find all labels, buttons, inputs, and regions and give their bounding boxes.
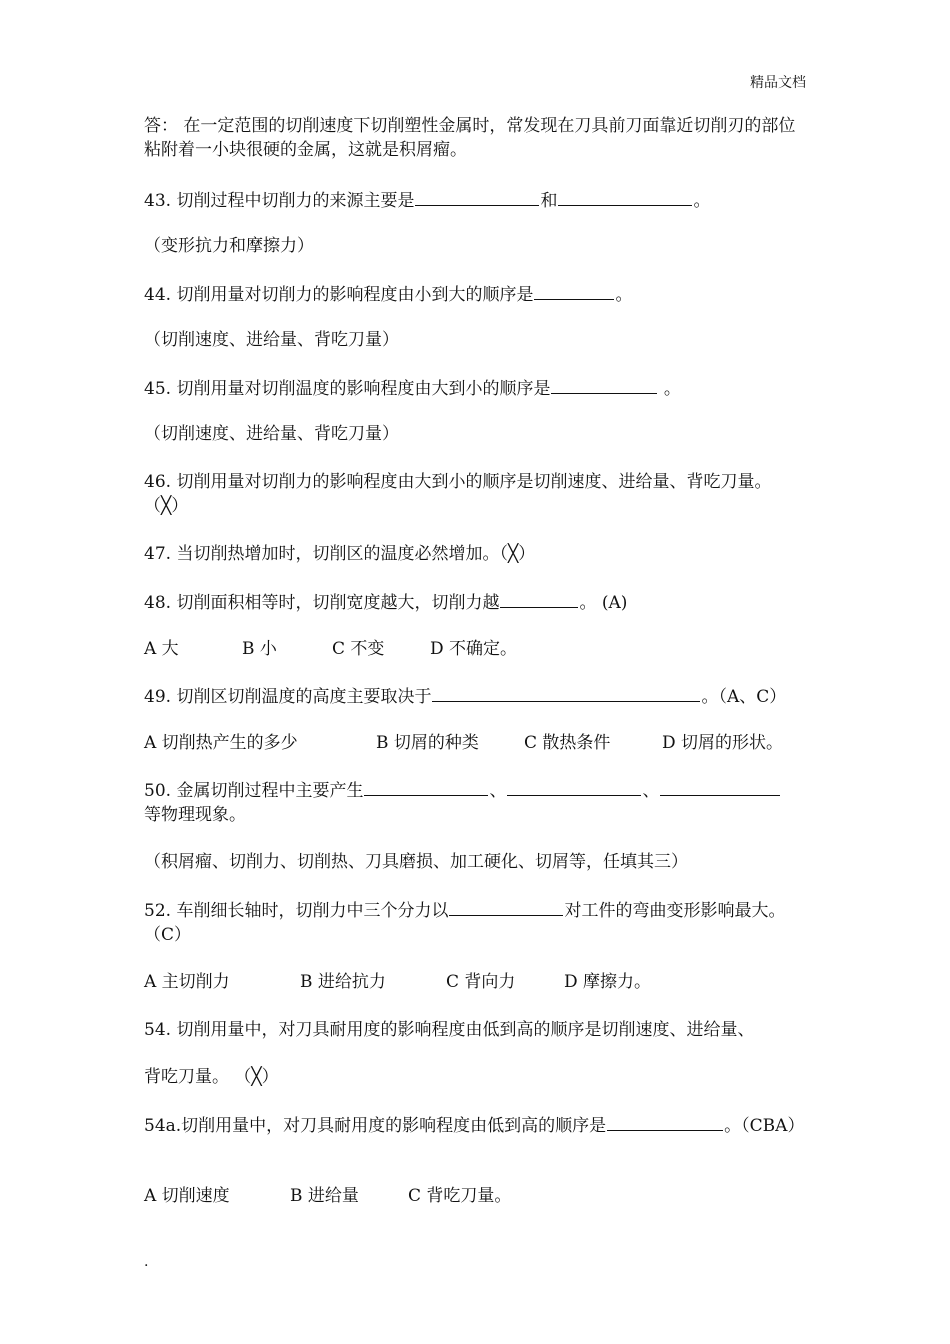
question-text: 43. 切削过程中切削力的来源主要是 [144, 191, 415, 211]
option-a: A 切削速度 [144, 1186, 230, 1206]
option-a: A 主切削力 [144, 972, 230, 992]
option-b: B 小 [242, 639, 277, 659]
answer-43: （变形抗力和摩擦力） [144, 236, 314, 256]
question-text: 52. 车削细长轴时，切削力中三个分力以 [144, 901, 449, 921]
question-49 [144, 684, 808, 709]
question-text: 。 [693, 191, 711, 211]
options-54a [144, 1184, 808, 1208]
question-52 [144, 898, 808, 947]
question-text: 。（CBA） [724, 1116, 805, 1136]
page-header: 精品文档 [750, 75, 806, 91]
question-45 [144, 376, 808, 401]
question-text: 50. 金属切削过程中主要产生 [144, 781, 364, 801]
question-text: 和 [540, 191, 558, 211]
fill-blank [534, 282, 614, 300]
question-text: 49. 切削区切削温度的高度主要取决于 [144, 687, 432, 707]
option-b: B 进给抗力 [300, 972, 386, 992]
fill-blank [507, 778, 641, 796]
question-54a [144, 1113, 808, 1138]
fill-blank [449, 898, 563, 916]
question-44 [144, 282, 808, 307]
fill-blank [364, 778, 488, 796]
option-a: A 大 [144, 639, 179, 659]
fill-blank [500, 590, 578, 608]
option-b: B 切屑的种类 [376, 733, 479, 753]
fill-blank [432, 684, 700, 702]
question-text: 48. 切削面积相等时，切削宽度越大，切削力越 [144, 593, 500, 613]
option-c: C 散热条件 [524, 733, 611, 753]
question-47: 47. 当切削热增加时，切削区的温度必然增加。（╳） [144, 544, 536, 564]
question-text: 等物理现象。 [144, 805, 246, 825]
question-text: 44. 切削用量对切削力的影响程度由小到大的顺序是 [144, 285, 534, 305]
question-text: 54a.切削用量中，对刀具耐用度的影响程度由低到高的顺序是 [144, 1116, 607, 1136]
answer-45: （切削速度、进给量、背吃刀量） [144, 424, 399, 444]
question-text: 。 [658, 379, 681, 399]
fill-blank [558, 188, 692, 206]
question-46: 46. 切削用量对切削力的影响程度由大到小的顺序是切削速度、进给量、背吃刀量。 （╳） [144, 472, 772, 516]
question-text: 。（A、C） [701, 687, 787, 707]
page-footer: . [144, 1254, 149, 1270]
option-a: A 切削热产生的多少 [144, 733, 298, 753]
question-54: 54. 切削用量中，对刀具耐用度的影响程度由低到高的顺序是切削速度、进给量、 [144, 1020, 755, 1040]
option-c: C 不变 [332, 639, 385, 659]
answer-44: （切削速度、进给量、背吃刀量） [144, 330, 399, 350]
answer-42: 答： 在一定范围的切削速度下切削塑性金属时，常发现在刀具前刀面靠近切削刃的部位粘附着一小块很硬的金属，这就是积屑瘤。 [144, 116, 796, 160]
option-d: D 不确定。 [430, 639, 518, 659]
option-d: D 切屑的形状。 [662, 733, 784, 753]
question-text: 、 [489, 781, 507, 801]
answer-50: （积屑瘤、切削力、切削热、刀具磨损、加工硬化、切屑等，任填其三） [144, 852, 688, 872]
fill-blank [607, 1113, 723, 1131]
question-54-continued: 背吃刀量。 （╳） [144, 1067, 279, 1087]
question-43 [144, 188, 808, 213]
question-50 [144, 778, 808, 827]
question-text: 45. 切削用量对切削温度的影响程度由大到小的顺序是 [144, 379, 551, 399]
option-c: C 背向力 [446, 972, 516, 992]
fill-blank [660, 778, 780, 796]
option-b: B 进给量 [290, 1186, 359, 1206]
options-49 [144, 731, 808, 755]
question-48 [144, 590, 808, 615]
fill-blank [551, 376, 657, 394]
options-52 [144, 970, 808, 994]
option-d: D 摩擦力。 [564, 972, 652, 992]
question-text: 。 (A) [579, 593, 628, 613]
options-48 [144, 637, 808, 661]
question-text: 。 [615, 285, 633, 305]
option-c: C 背吃刀量。 [408, 1186, 512, 1206]
question-text: 对工件的弯曲变形影响最大。 （C） [144, 901, 786, 945]
fill-blank [415, 188, 539, 206]
question-text: 、 [642, 781, 660, 801]
